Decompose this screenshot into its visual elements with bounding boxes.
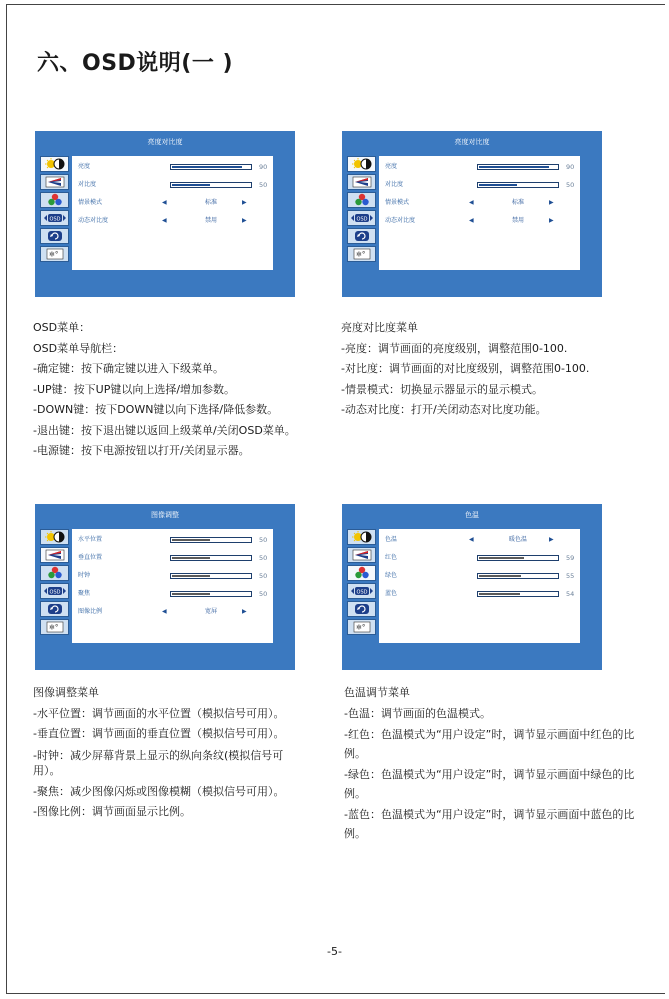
osd-slider-value: 59: [566, 554, 575, 562]
osd-slider[interactable]: [477, 555, 559, 561]
osd-slider-value: 50: [259, 572, 268, 580]
section-line: -电源键：按下电源按钮以打开/关闭显示器。: [33, 444, 250, 457]
osd-row[interactable]: [385, 533, 576, 547]
section-heading: 图像调整菜单: [33, 686, 99, 699]
osd-row[interactable]: [78, 551, 269, 565]
osd-row-label: 动态对比度: [385, 217, 416, 224]
arrow-left-icon[interactable]: ◀: [469, 199, 474, 206]
osd-slider[interactable]: [170, 182, 252, 188]
section-line: -红色：色温模式为“用户设定”时，调节显示画面中红色的比例。: [344, 728, 635, 760]
section-line: -绿色：色温模式为“用户设定”时，调节显示画面中绿色的比例。: [344, 768, 635, 800]
osd-settings-icon[interactable]: [347, 210, 376, 226]
arrow-right-icon[interactable]: ▶: [242, 217, 247, 224]
osd-screen-brightness-2: [342, 131, 602, 297]
reset-icon[interactable]: [40, 601, 69, 617]
osd-title: 亮度对比度: [454, 138, 490, 146]
osd-row[interactable]: [385, 214, 576, 228]
image-adjust-icon[interactable]: [347, 174, 376, 190]
arrow-left-icon[interactable]: ◀: [162, 217, 167, 224]
osd-screen-color-temp: [342, 504, 602, 670]
osd-row-label: 聚焦: [78, 590, 91, 597]
section-line: -对比度：调节画面的对比度级别，调整范围0-100.: [341, 362, 590, 375]
osd-row-label: 情景模式: [385, 199, 410, 206]
brightness-contrast-icon[interactable]: [40, 529, 69, 545]
osd-option-value: 禁用: [511, 217, 524, 224]
arrow-left-icon[interactable]: ◀: [469, 536, 474, 543]
osd-slider-value: 50: [566, 181, 575, 189]
osd-menu-section: [33, 318, 296, 462]
section-line: -图像比例：调节画面显示比例。: [33, 805, 191, 818]
section-line: -动态对比度：打开/关闭动态对比度功能。: [341, 403, 547, 416]
osd-panel: [72, 529, 273, 643]
color-temp-icon[interactable]: [347, 565, 376, 581]
color-menu-section: [344, 683, 644, 845]
svg-text:OSD: OSD: [49, 216, 60, 223]
page-number: -5-: [327, 945, 342, 958]
osd-title: 图像调整: [151, 511, 179, 519]
section-line: -垂直位置：调节画面的垂直位置（模拟信号可用）。: [33, 727, 285, 740]
osd-slider[interactable]: [477, 573, 559, 579]
osd-slider-fill: [172, 166, 242, 168]
osd-row[interactable]: [385, 178, 576, 192]
section-line: -水平位置：调节画面的水平位置（模拟信号可用）。: [33, 706, 285, 720]
osd-screen-image: [35, 504, 295, 670]
section-line: -退出键：按下退出键以返回上级菜单/关闭OSD菜单。: [33, 423, 296, 437]
osd-row[interactable]: [78, 196, 269, 210]
color-temp-icon[interactable]: [40, 565, 69, 581]
osd-row-label: 对比度: [385, 181, 404, 188]
osd-option-value: 宽屏: [204, 608, 217, 615]
osd-slider-value: 90: [566, 163, 575, 171]
arrow-right-icon[interactable]: ▶: [549, 536, 554, 543]
osd-row-label: 动态对比度: [78, 217, 109, 224]
osd-slider[interactable]: [170, 573, 252, 579]
svg-text:OSD: OSD: [356, 589, 367, 596]
osd-row[interactable]: [78, 605, 269, 619]
section-heading: 色温调节菜单: [344, 686, 410, 699]
section-line: -亮度：调节画面的亮度级别，调整范围0-100.: [341, 341, 568, 355]
reset-icon[interactable]: [347, 228, 376, 244]
osd-option-value: 标准: [511, 199, 524, 206]
misc-settings-icon[interactable]: [347, 246, 376, 262]
osd-row[interactable]: [78, 178, 269, 192]
osd-row[interactable]: [78, 569, 269, 583]
osd-settings-icon[interactable]: [40, 583, 69, 599]
osd-row-label: 亮度: [78, 163, 91, 170]
osd-title: 色温: [465, 511, 479, 519]
svg-text:OSD: OSD: [356, 216, 367, 223]
osd-row[interactable]: [385, 160, 576, 174]
page-title: 六、OSD说明(一 ): [37, 51, 234, 76]
brightness-contrast-icon[interactable]: [347, 156, 376, 172]
osd-slider[interactable]: [170, 591, 252, 597]
arrow-right-icon[interactable]: ▶: [549, 217, 554, 224]
misc-settings-icon[interactable]: [40, 246, 69, 262]
reset-icon[interactable]: [347, 601, 376, 617]
osd-icon-column: [347, 156, 378, 264]
section-line: -色温：调节画面的色温模式。: [344, 706, 491, 720]
osd-slider-value: 55: [566, 572, 575, 580]
osd-slider-fill: [479, 575, 521, 577]
osd-settings-icon[interactable]: [347, 583, 376, 599]
color-temp-icon[interactable]: [40, 192, 69, 208]
osd-slider-fill: [172, 575, 210, 577]
osd-option-value: 标准: [204, 199, 217, 206]
osd-row-label: 时钟: [78, 572, 91, 579]
section-line: -确定键：按下确定键以进入下级菜单。: [33, 362, 224, 375]
osd-title: 亮度对比度: [147, 138, 183, 146]
section-line: -DOWN键：按下DOWN键以向下选择/降低参数。: [33, 403, 279, 416]
osd-slider-fill: [172, 539, 210, 541]
svg-text:✲°: ✲°: [48, 623, 58, 632]
osd-row-label: 亮度: [385, 163, 398, 170]
section-line: OSD菜单导航栏：: [33, 341, 124, 355]
osd-slider-fill: [479, 557, 524, 559]
osd-slider-value: 90: [259, 163, 268, 171]
osd-slider[interactable]: [170, 537, 252, 543]
osd-slider-fill: [479, 166, 549, 168]
osd-panel: [379, 529, 580, 643]
osd-row-label: 蓝色: [385, 590, 398, 597]
section-line: -蓝色：色温模式为“用户设定”时，调节显示画面中蓝色的比例。: [344, 808, 635, 840]
svg-text:✲°: ✲°: [48, 250, 58, 259]
osd-icon-column: [40, 529, 71, 637]
osd-row[interactable]: [78, 587, 269, 601]
osd-slider-fill: [172, 557, 210, 559]
osd-slider-value: 54: [566, 590, 575, 598]
osd-slider-value: 50: [259, 181, 268, 189]
brightness-contrast-icon[interactable]: [347, 529, 376, 545]
osd-row[interactable]: [385, 196, 576, 210]
image-adjust-icon[interactable]: [347, 547, 376, 563]
arrow-left-icon[interactable]: ◀: [162, 199, 167, 206]
osd-row[interactable]: [78, 214, 269, 228]
svg-text:OSD: OSD: [49, 589, 60, 596]
osd-screen-brightness: [35, 131, 295, 297]
osd-slider[interactable]: [477, 164, 559, 170]
osd-row-label: 垂直位置: [78, 554, 103, 561]
section-heading: OSD菜单：: [33, 321, 91, 334]
image-menu-section: [33, 683, 318, 823]
osd-row-label: 色温: [385, 536, 398, 543]
arrow-right-icon[interactable]: ▶: [242, 199, 247, 206]
osd-slider-fill: [479, 184, 517, 186]
osd-row[interactable]: [385, 569, 576, 583]
color-temp-icon[interactable]: [347, 192, 376, 208]
osd-slider-fill: [479, 593, 520, 595]
osd-icon-column: [40, 156, 71, 264]
osd-slider[interactable]: [170, 164, 252, 170]
osd-row[interactable]: [78, 160, 269, 174]
osd-panel: [72, 156, 273, 270]
section-line: -聚焦：减少图像闪烁或图像模糊（模拟信号可用）。: [33, 784, 285, 798]
osd-option-value: 禁用: [204, 217, 217, 224]
misc-settings-icon[interactable]: [347, 619, 376, 635]
section-heading: 亮度对比度菜单: [341, 321, 418, 334]
osd-row-label: 情景模式: [78, 199, 103, 206]
osd-row-label: 对比度: [78, 181, 97, 188]
osd-row[interactable]: [385, 587, 576, 601]
osd-row-label: 图像比例: [78, 608, 103, 615]
brightness-contrast-icon[interactable]: [40, 156, 69, 172]
arrow-right-icon[interactable]: ▶: [242, 608, 247, 615]
osd-slider[interactable]: [477, 591, 559, 597]
osd-option-value: 暖色温: [508, 536, 527, 543]
osd-slider[interactable]: [477, 182, 559, 188]
brightness-menu-section: [341, 318, 589, 421]
arrow-left-icon[interactable]: ◀: [162, 608, 167, 615]
osd-icon-column: [347, 529, 378, 637]
section-line: -情景模式：切换显示器显示的显示模式。: [341, 382, 543, 396]
image-adjust-icon[interactable]: [40, 547, 69, 563]
osd-slider-value: 50: [259, 554, 268, 562]
misc-settings-icon[interactable]: [40, 619, 69, 635]
image-adjust-icon[interactable]: [40, 174, 69, 190]
osd-row[interactable]: [385, 551, 576, 565]
reset-icon[interactable]: [40, 228, 69, 244]
osd-slider[interactable]: [170, 555, 252, 561]
osd-slider-value: 50: [259, 536, 268, 544]
osd-slider-fill: [172, 593, 210, 595]
osd-panel: [379, 156, 580, 270]
osd-row-label: 红色: [385, 554, 398, 561]
section-line: -时钟：减少屏幕背景上显示的纵向条纹(模拟信号可用）。: [33, 748, 284, 777]
osd-row-label: 绿色: [385, 572, 398, 579]
arrow-left-icon[interactable]: ◀: [469, 217, 474, 224]
svg-text:✲°: ✲°: [355, 250, 365, 259]
osd-row[interactable]: [78, 533, 269, 547]
osd-row-label: 水平位置: [78, 536, 103, 543]
osd-slider-value: 50: [259, 590, 268, 598]
svg-text:✲°: ✲°: [355, 623, 365, 632]
section-line: -UP键：按下UP键以向上选择/增加参数。: [33, 382, 236, 396]
osd-settings-icon[interactable]: [40, 210, 69, 226]
arrow-right-icon[interactable]: ▶: [549, 199, 554, 206]
osd-slider-fill: [172, 184, 210, 186]
